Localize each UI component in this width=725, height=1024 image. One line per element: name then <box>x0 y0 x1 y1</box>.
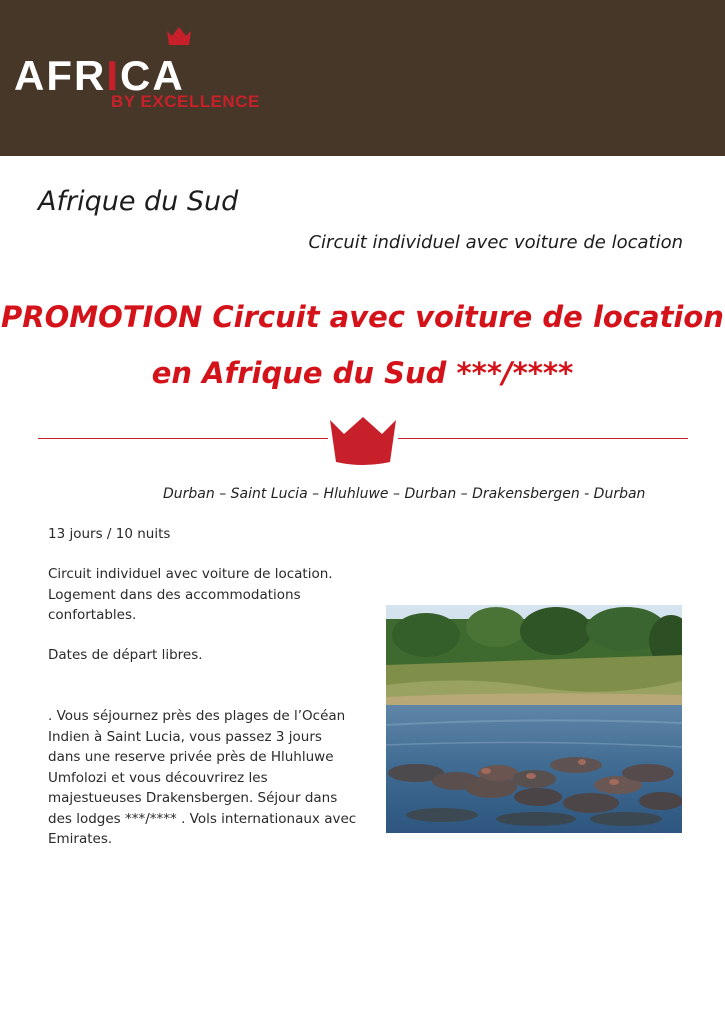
trip-highlights: . Vous séjournez près des plages de l’Océan Indien à Saint Lucia, vous passez 3 jours dans une reserve privée près de Hluhluwe Umfolozi et vous découvrirez les majestueuses Drakensbergen. Séjour dans des lodges ***/**** . Vols internationaux avec Emirates. <box>48 708 357 847</box>
logo-tagline: BY EXCELLENCE <box>111 92 260 111</box>
promo-title-line-1: PROMOTION Circuit avec voiture de location <box>1 300 724 334</box>
logo-wordmark: AFRICA <box>14 52 185 99</box>
divider-line-left <box>38 438 328 439</box>
trip-duration: 13 jours / 10 nuits <box>48 526 171 542</box>
route-itinerary: Durban – Saint Lucia – Hluhluwe – Durban – Drakensbergen - Durban <box>163 486 646 502</box>
logo-crown-icon <box>166 26 192 46</box>
divider-line-right <box>398 438 688 439</box>
trip-description: Circuit individuel avec voiture de location. Logement dans des accommodations confortables. <box>48 566 333 623</box>
departure-dates: Dates de départ libres. <box>48 647 203 663</box>
africa-by-excellence-logo[interactable] <box>14 26 274 118</box>
header-band <box>0 0 725 156</box>
hippos-river-photo <box>386 605 682 833</box>
promo-title-line-2: en Afrique du Sud ***/**** <box>151 356 574 390</box>
country-title: Afrique du Sud <box>38 186 239 217</box>
crown-icon <box>328 416 398 466</box>
circuit-subtitle: Circuit individuel avec voiture de location <box>308 232 683 253</box>
